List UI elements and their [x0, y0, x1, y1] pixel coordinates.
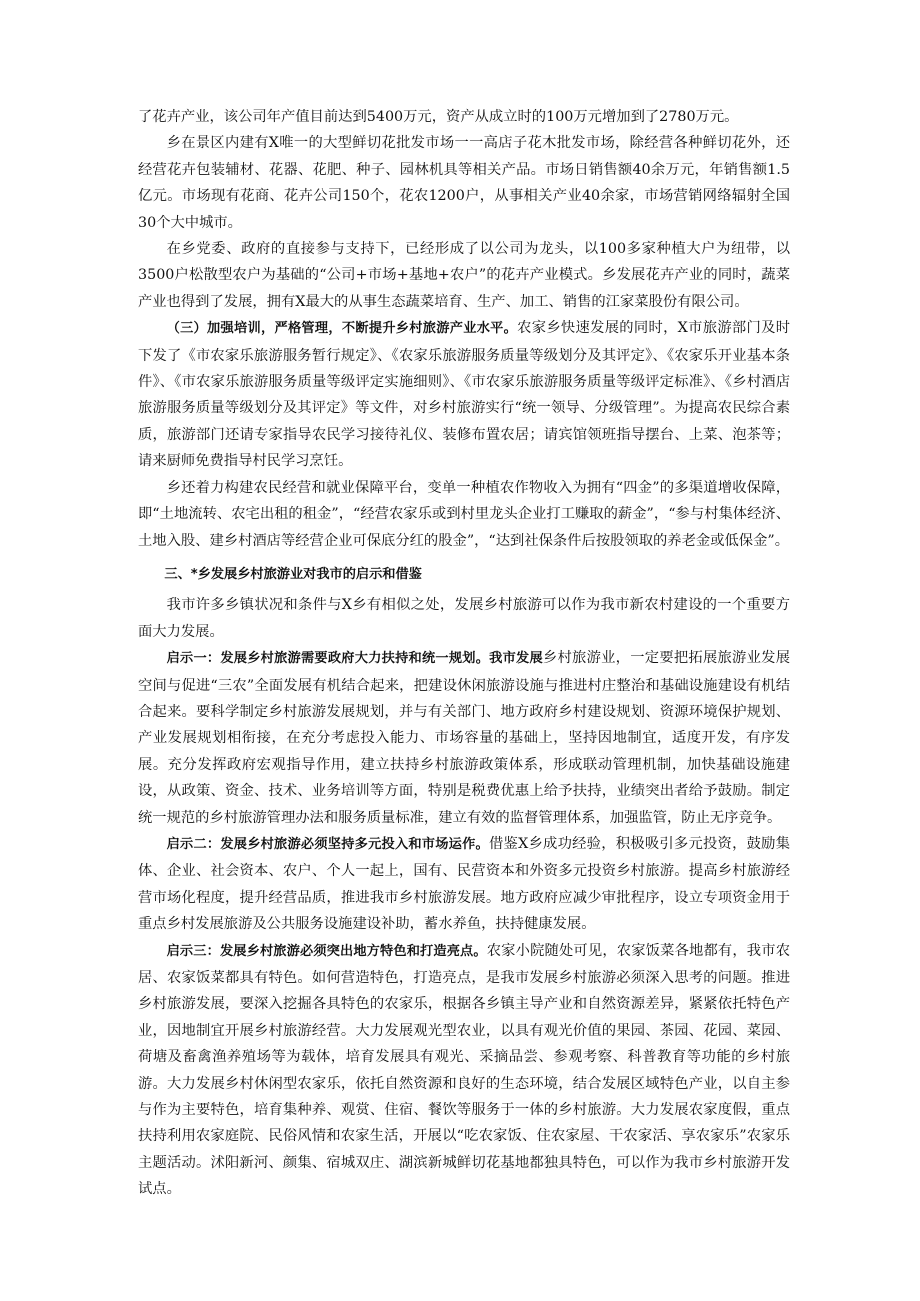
section-paragraph-2	[138, 645, 790, 831]
section-paragraph-4-text: 农家小院随处可见，农家饭菜各地都有，我市农居、农家饭菜都具有特色。如何营造特色，打造亮点，是我市发展乡村旅游必须深入思考的问题。推进乡村旅游发展，要深入挖掘各具特色的农家乐，根据各乡镇主导产业和自然资源差异，紧紧依托特色产业，因地制宜开展乡村旅游经营。大力发展观光型农业，以具有观光价值的果园、茶园、花园、菜园、荷塘及畜禽渔养殖场等为载体，培育发展具有观光、采摘品尝、参观考察、科普教育等功能的乡村旅游。大力发展乡村休闲型农家乐，依托自然资源和良好的生态环境，结合发展区域特色产业，以自主参与作为主要特色，培育集种养、观赏、住宿、餐饮等服务于一体的乡村旅游。大力发展农家度假，重点扶持利用农家庭院、民俗风情和农家生活，开展以“吃农家饭、住农家屋、干农家活、享农家乐”农家乐主题活动。沭阳新河、颜集、宿城双庄、湖滨新城鲜切花基地都独具特色，可以作为我市乡村旅游开发试点。	[138, 942, 790, 1198]
paragraph-5	[138, 475, 790, 554]
section-paragraph-2-lead: 启示一：发展乡村旅游需要政府大力扶持和统一规划。我市发展	[166, 651, 543, 667]
section-paragraph-4-lead: 启示三：发展乡村旅游必须突出地方特色和打造亮点。	[166, 943, 487, 959]
paragraph-4	[138, 315, 790, 474]
document-page	[138, 104, 790, 1203]
paragraph-1	[138, 104, 790, 130]
paragraph-2	[138, 130, 790, 236]
section-paragraph-4	[138, 938, 790, 1203]
section-paragraph-3-text: 借鉴X乡成功经验，积极吸引多元投资，鼓励集体、企业、社会资本、农户、个人一起上，国有、民营资本和外资多元投资乡村旅游。提高乡村旅游经营市场化程度，提升经营品质，推进我市乡村旅游发展。地方政府应减少审批程序，设立专项资金用于重点乡村发展旅游及公共服务设施建设补助，蓄水养鱼，扶持健康发展。	[138, 835, 790, 933]
paragraph-4-lead: （三）加强培训，严格管理，不断提升乡村旅游产业水平。	[166, 321, 518, 337]
section-paragraph-3	[138, 831, 790, 938]
paragraph-3-text: 在乡党委、政府的直接参与支持下，已经形成了以公司为龙头，以100多家种植大户为纽带，以3500户松散型农户为基础的“公司+市场+基地+农户”的花卉产业模式。乡发展花卉产业的同时，蔬菜产业也得到了发展，拥有X最大的从事生态蔬菜培育、生产、加工、销售的江家菜股份有限公司。	[138, 241, 790, 310]
section-paragraph-1	[138, 592, 790, 645]
section-paragraph-1-text: 我市许多乡镇状况和条件与X乡有相似之处，发展乡村旅游可以作为我市新农村建设的一个重要方面大力发展。	[138, 597, 790, 640]
paragraph-5-text: 乡还着力构建农民经营和就业保障平台，变单一种植农作物收入为拥有“四金”的多渠道增收保障，即“土地流转、农宅出租的租金”，“经营农家乐或到村里龙头企业打工赚取的薪金”，“参与村集体经济、土地入股、建乡村酒店等经营企业可保底分红的股金”，“达到社保条件后按股领取的养老金或低保金”。	[138, 479, 790, 549]
section-paragraph-3-lead: 启示二：发展乡村旅游必须坚持多元投入和市场运作。	[166, 836, 489, 852]
section-heading: 三、*乡发展乡村旅游业对我市的启示和借鉴	[164, 566, 422, 582]
paragraph-2-text: 乡在景区内建有X唯一的大型鲜切花批发市场一一高店子花木批发市场，除经营各种鲜切花外，还经营花卉包装辅材、花器、花肥、种子、园林机具等相关产品。市场日销售额40余万元，年销售额1.5亿元。市场现有花商、花卉公司150个，花农1200户，从事相关产业40余家，市场营销网络辐射全国30个大中城市。	[138, 135, 790, 231]
section-paragraph-2-text: 乡村旅游业，一定要把拓展旅游业发展空间与促进“三农”全面发展有机结合起来，把建设休闲旅游设施与推进村庄整治和基础设施建设有机结合起来。要科学制定乡村旅游发展规划，并与有关部门、地方政府乡村建设规划、资源环境保护规划、产业发展规划相衔接，在充分考虑投入能力、市场容量的基础上，坚持因地制宜，适度开发，有序发展。充分发挥政府宏观指导作用，建立扶持乡村旅游政策体系，形成联动管理机制，加快基础设施建设，从政策、资金、技术、业务培训等方面，特别是税费优惠上给予扶持，业绩突出者给予鼓励。制定统一规范的乡村旅游管理办法和服务质量标准，建立有效的监督管理体系，加强监管，防止无序竞争。	[138, 650, 791, 826]
paragraph-1-text: 了花卉产业，该公司年产值目前达到5400万元，资产从成立时的100万元增加到了2780万元。	[138, 109, 739, 125]
paragraph-4-text: 农家乡快速发展的同时，X市旅游部门及时下发了《市农家乐旅游服务暂行规定》、《农家乐旅游服务质量等级划分及其评定》、《农家乐开业基本条件》、《市农家乐旅游服务质量等级评定实施细则》、《市农家乐旅游服务质量等级评定标准》、《乡村酒店旅游服务质量等级划分及其评定》等文件，对乡村旅游实行“统一领导、分级管理”。为提高农民综合素质，旅游部门还请专家指导农民学习接待礼仪、装修布置农居；请宾馆领班指导摆台、上菜、泡茶等；请来厨师免费指导村民学习烹饪。	[138, 320, 790, 470]
paragraph-3	[138, 236, 790, 315]
